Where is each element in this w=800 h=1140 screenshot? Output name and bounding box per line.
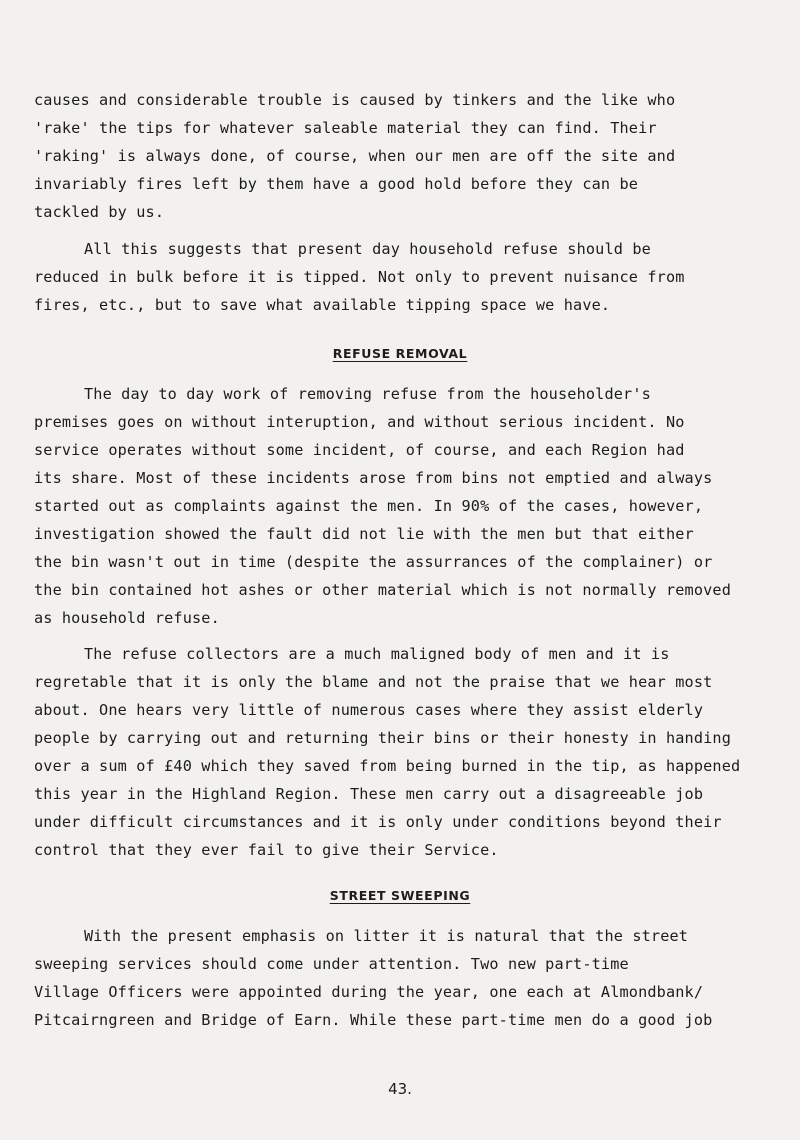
page-number: 43. <box>388 1080 412 1098</box>
paragraph-street-sweeping: With the present emphasis on litter it is natural that the street sweeping services should come under attention. Two new part-time Village Officers were appointed during the year, one each at Almondbank/ Pitcairngreen and Bridge of Earn. While these part-time men do a good job <box>34 927 713 1029</box>
section-heading-refuse-removal: REFUSE REMOVAL <box>332 346 468 361</box>
paragraph-reduce-bulk: All this suggests that present day household refuse should be reduced in bulk before it is tipped. Not only to prevent nuisance from fires, etc., but to save what available tipping space we have. <box>34 240 685 314</box>
paragraph-refuse-collectors: The refuse collectors are a much maligned body of men and it is regretable that it is only the blame and not the praise that we hear most about. One hears very little of numerous cases where they assist elderly people by carrying out and returning their bins or their honesty in handing over a sum of £40 which they saved from being burned in the tip, as happened this year in the Highland Region. These men carry out a disagreeable job under difficult circumstances and it is only under conditions beyond their control that they ever fail to give their Service. <box>34 645 741 859</box>
paragraph-refuse-removal: The day to day work of removing refuse from the householder's premises goes on without interuption, and without serious incident. No service operates without some incident, of course, and each Region had its share. Most of these incidents arose from bins not emptied and always started out as complaints against the men. In 90% of the cases, however, investigation showed the fault did not lie with the men but that either the bin wasn't out in time (despite the assurrances of the complainer) or the bin contained hot ashes or other material which is not normally removed as household refuse. <box>34 385 732 627</box>
paragraph-tinkers: causes and considerable trouble is caused by tinkers and the like who 'rake' the tips for whatever saleable material they can find. Their 'raking' is always done, of course, when our men are off the site and invariably fires left by them have a good hold before they can be tackled by us. <box>34 91 676 221</box>
section-heading-street-sweeping: STREET SWEEPING <box>329 888 471 903</box>
